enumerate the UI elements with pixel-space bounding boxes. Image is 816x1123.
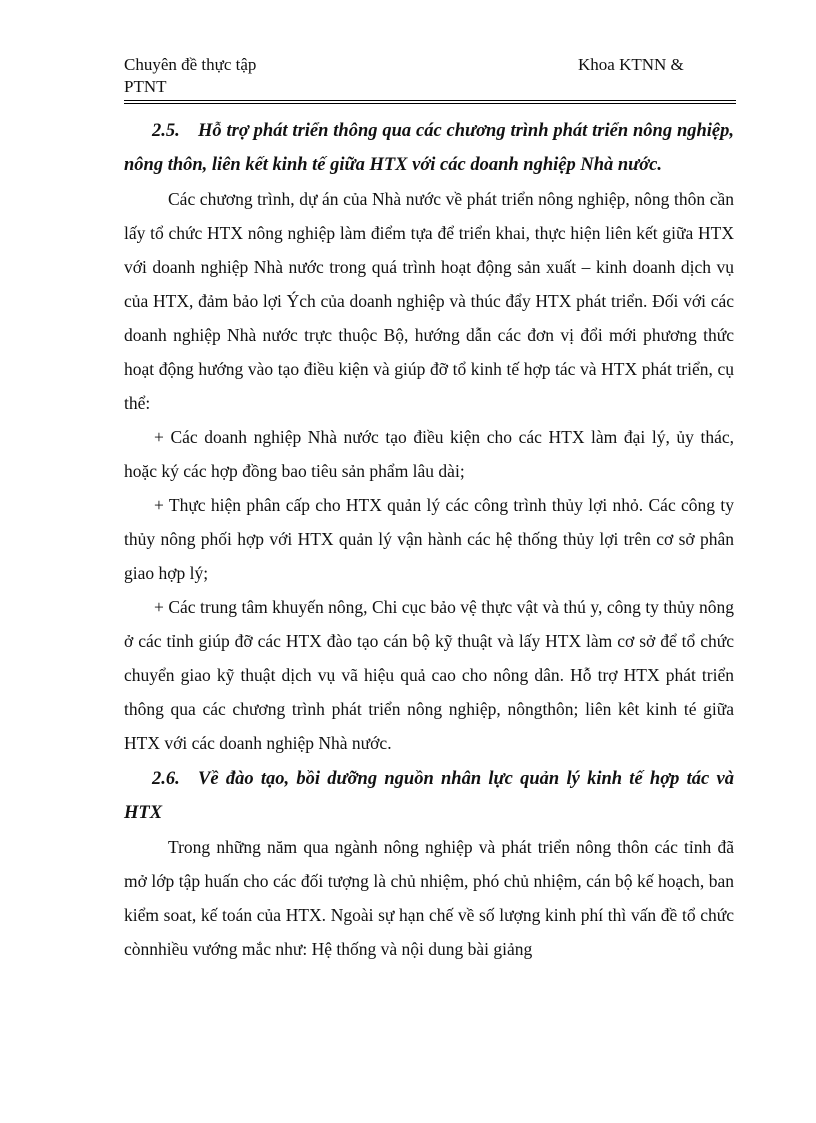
bullet-item: + Các doanh nghiệp Nhà nước tạo điều kiện cho các HTX làm đại lý, ủy thác, hoặc ký các hợp đồng bao tiêu sản phẩm lâu dài; — [124, 427, 734, 481]
bullet-item: + Thực hiện phân cấp cho HTX quản lý các công trình thủy lợi nhỏ. Các công ty thủy nông phối hợp với HTX quản lý vận hành các hệ thống thủy lợi trên cơ sở phân giao hợp lý; — [124, 495, 734, 583]
page-body — [124, 114, 734, 966]
header-department-suffix: PTNT — [124, 77, 167, 96]
paragraph-training: Trong những năm qua ngành nông nghiệp và phát triển nông thôn các tỉnh đã mở lớp tập huấn cho các đối tượng là chủ nhiệm, phó chủ nhiệm, cán bộ kế hoạch, ban kiểm soat, kế toán của HTX. Ngoài sự hạn chế về số lượng kinh phí thì vấn đề tổ chức cònnhiều vướng mắc như: Hệ thống và nội dung bài giảng — [124, 837, 734, 959]
section-title: Về đào tạo, bồi dưỡng nguồn nhân lực quản lý kinh tế hợp tác và HTX — [124, 769, 734, 823]
section-heading-2-6 — [124, 762, 734, 830]
page-header — [124, 54, 736, 104]
paragraph-intro: Các chương trình, dự án của Nhà nước về phát triển nông nghiệp, nông thôn cần lấy tổ chức HTX nông nghiệp làm điểm tựa để triển khai, thực hiện liên kết giữa HTX với doanh nghiệp Nhà nước trong quá trình hoạt động sản xuất – kinh doanh dịch vụ của HTX, đảm bảo lợi Ých của doanh nghiệp và thúc đẩy HTX phát triển. Đối với các doanh nghiệp Nhà nước trực thuộc Bộ, hướng dẫn các đơn vị đổi mới phương thức hoạt động hướng vào tạo điều kiện và giúp đỡ tổ kinh tế hợp tác và HTX phát triển, cụ thể: — [124, 189, 734, 413]
section-heading-2-5 — [124, 114, 734, 182]
header-divider — [124, 100, 736, 104]
bullet-item: + Các trung tâm khuyến nông, Chi cục bảo vệ thực vật và thú y, công ty thủy nông ở các tỉnh giúp đỡ các HTX đào tạo cán bộ kỹ thuật và lấy HTX làm cơ sở để tổ chức chuyển giao kỹ thuật dịch vụ vã hiệu quả cao cho nông dân. Hỗ trợ HTX phát triển thông qua các chương trình phát triển nông nghiệp, nôngthôn; liên kêt kinh té giữa HTX với các doanh nghiệp Nhà nước. — [124, 597, 734, 753]
section-title: Hỗ trợ phát triển thông qua các chương trình phát triển nông nghiệp, nông thôn, liên kết kinh tế giữa HTX với các doanh nghiệp Nhà nước. — [124, 121, 734, 175]
section-number: 2.6. — [152, 769, 180, 789]
section-number: 2.5. — [152, 121, 180, 141]
header-left — [124, 54, 424, 98]
header-document-type: Chuyên đề thực tập — [124, 55, 257, 74]
header-department: Khoa KTNN & — [578, 55, 684, 74]
